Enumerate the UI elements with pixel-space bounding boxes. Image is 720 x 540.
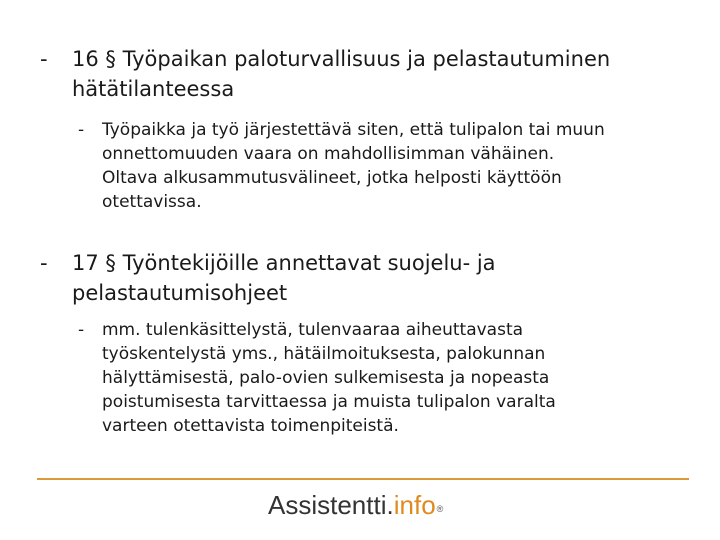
sub-bullet-dash: -	[78, 120, 85, 140]
bullet-line: pelastautumisohjeet	[72, 281, 288, 305]
sub-bullet-line: onnettomuuden vaara on mahdollisimman vähäinen.	[102, 144, 555, 164]
sub-bullet-dash: -	[78, 320, 85, 340]
bullet-line: 17 § Työntekijöille annettavat suojelu- ja	[72, 251, 496, 275]
logo-dot: .	[386, 490, 394, 520]
bullet-section-16	[40, 44, 682, 104]
sub-bullet-line: Oltava alkusammutusvälineet, jotka helposti käyttöön	[102, 168, 562, 188]
bullet-dash: -	[40, 251, 48, 275]
bullet-text	[72, 44, 682, 104]
logo-name: Assistentti	[268, 490, 387, 520]
sub-bullet-text	[102, 318, 692, 438]
bullet-section-17	[40, 248, 682, 308]
bullet-line: 16 § Työpaikan paloturvallisuus ja pelastautuminen	[72, 47, 611, 71]
sub-bullet-section-17	[78, 318, 692, 438]
bullet-line: hätätilanteessa	[72, 77, 235, 101]
sub-bullet-line: varteen otettavista toimenpiteistä.	[102, 416, 399, 436]
registered-mark-icon: ®	[436, 504, 444, 514]
sub-bullet-line: työskentelystä yms., hätäilmoituksesta, palokunnan	[102, 344, 546, 364]
sub-bullet-line: otettavissa.	[102, 192, 202, 212]
sub-bullet-text	[102, 118, 692, 214]
sub-bullet-section-16	[78, 118, 692, 214]
sub-bullet-line: poistumisesta tarvittaessa ja muista tulipalon varalta	[102, 392, 556, 412]
footer-divider	[37, 478, 689, 480]
bullet-text	[72, 248, 682, 308]
assistentti-logo	[268, 488, 443, 522]
sub-bullet-line: Työpaikka ja työ järjestettävä siten, että tulipalon tai muun	[102, 120, 605, 140]
logo-tld: info	[393, 490, 436, 520]
sub-bullet-line: mm. tulenkäsittelystä, tulenvaaraa aiheuttavasta	[102, 320, 524, 340]
sub-bullet-line: hälyttämisestä, palo-ovien sulkemisesta ja nopeasta	[102, 368, 550, 388]
bullet-dash: -	[40, 47, 48, 71]
